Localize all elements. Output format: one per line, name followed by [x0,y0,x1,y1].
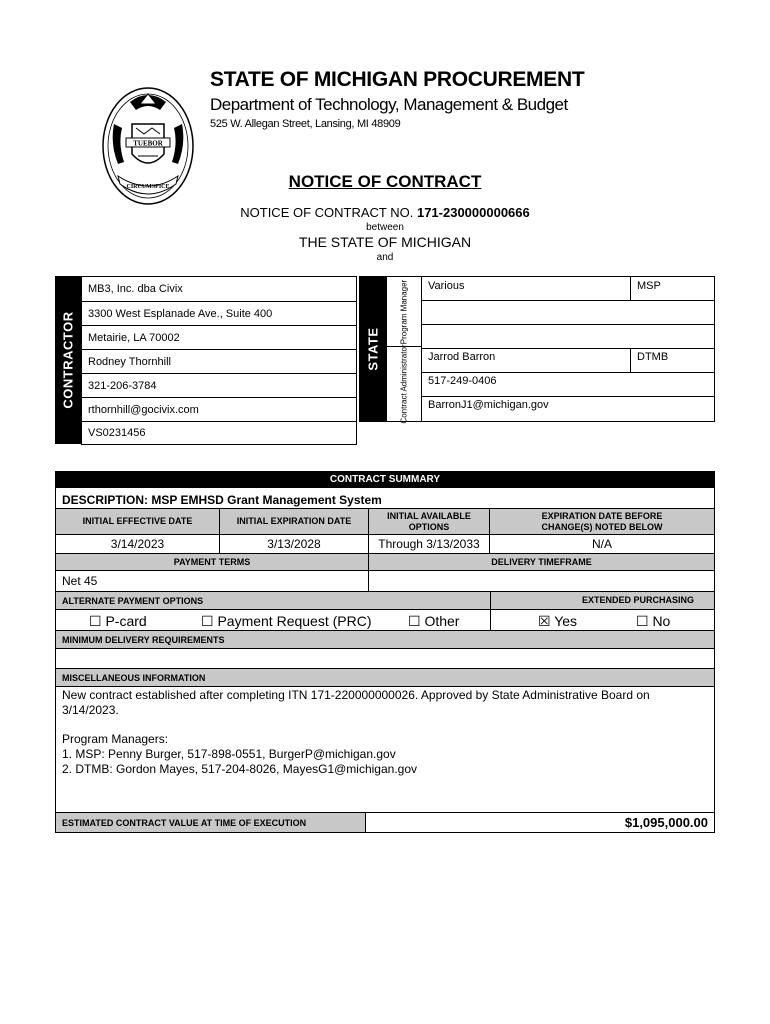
contractor-phone: 321-206-3784 [81,373,357,398]
contract-number: 171-230000000666 [416,205,530,220]
state-of-michigan-text: THE STATE OF MICHIGAN [298,234,472,250]
program-managers-heading: Program Managers: [62,732,169,746]
delivery-timeframe-value [368,570,715,592]
contract-summary-title: CONTRACT SUMMARY [55,471,715,488]
delivery-timeframe-label: DELIVERY TIMEFRAME [368,553,715,571]
contract-description: DESCRIPTION: MSP EMHSD Grant Management System [62,493,382,507]
state-label-bar [359,276,386,422]
contract-number-label: NOTICE OF CONTRACT NO. [240,205,417,220]
contractor-name: MB3, Inc. dba Civix [81,276,357,302]
extended-no-checkbox[interactable]: ☐ No [636,613,671,629]
initial-effective-date: 3/14/2023 [55,534,220,554]
contractor-label: CONTRACTOR [60,311,76,409]
contract-admin-phone: 517-249-0406 [421,372,715,397]
program-manager-agency: MSP [630,276,715,301]
misc-info-label: MISCELLANEOUS INFORMATION [55,668,715,687]
alternate-payment-options-row [55,609,491,631]
notice-heading: NOTICE OF CONTRACT [288,172,482,191]
initial-expiration-date: 3/13/2028 [219,534,369,554]
seal-motto-bottom: CIRCUMSPICE [126,184,170,190]
misc-line-2: 3/14/2023. [62,703,119,717]
expiration-before-change: N/A [489,534,715,554]
contractor-label-bar [55,276,81,444]
program-manager-label-cell [386,276,422,347]
misc-line-1: New contract established after completing ITN 171-220000000026. Approved by State Administrative Board on [62,688,650,702]
contract-admin-agency: DTMB [630,348,715,373]
pcard-checkbox[interactable]: ☐ P-card [89,613,147,629]
other-checkbox[interactable]: ☐ Other [408,613,460,629]
col-initial-expiration-date: INITIAL EXPIRATION DATE [219,508,369,535]
extended-yes-checkbox[interactable]: ☒ Yes [538,613,578,629]
payment-terms-label: PAYMENT TERMS [55,553,369,571]
contractor-vendor-id: VS0231456 [81,421,357,445]
page-title: STATE OF MICHIGAN PROCUREMENT [210,68,585,91]
state-label: STATE [365,327,380,371]
contractor-city: Metairie, LA 70002 [81,325,357,350]
contract-admin-email: BarronJ1@michigan.gov [421,396,715,422]
est-value: $1,095,000.00 [365,812,715,833]
contractor-email: rthornhill@gocivix.com [81,397,357,422]
program-manager-1: 1. MSP: Penny Burger, 517-898-0551, BurgerP@michigan.gov [62,747,396,761]
col-initial-effective-date: INITIAL EFFECTIVE DATE [55,508,220,535]
department-name: Department of Technology, Management & Budget [210,95,568,114]
program-manager-label: Program Manager [399,279,409,344]
extended-purchasing-row [490,609,715,631]
misc-info-text [62,688,707,777]
col-expiration-before-change: EXPIRATION DATE BEFORE CHANGE(S) NOTED BELOW [489,508,715,535]
program-manager-row2 [421,300,715,325]
contract-number-line [0,205,770,220]
contract-admin-label-cell [386,346,422,422]
seal-motto-top: TUEBOR [133,139,163,148]
est-value-label: ESTIMATED CONTRACT VALUE AT TIME OF EXECUTION [55,812,366,833]
min-delivery-value [55,648,715,669]
contractor-contact: Rodney Thornhill [81,349,357,374]
program-manager-2: 2. DTMB: Gordon Mayes, 517-204-8026, MayesG1@michigan.gov [62,762,418,776]
contract-admin-label: Contract Administrator [399,344,409,424]
department-address: 525 W. Allegan Street, Lansing, MI 48909 [210,118,401,130]
and-text: and [376,252,394,263]
program-manager-name: Various [421,276,631,301]
extended-purchasing-label: EXTENDED PURCHASING [490,591,715,610]
initial-available-options: Through 3/13/2033 [368,534,490,554]
alternate-payment-label: ALTERNATE PAYMENT OPTIONS [55,591,491,610]
program-manager-row3 [421,324,715,349]
contract-admin-name: Jarrod Barron [421,348,631,373]
payment-request-checkbox[interactable]: ☐ Payment Request (PRC) [201,613,372,629]
min-delivery-label: MINIMUM DELIVERY REQUIREMENTS [55,630,715,649]
col-initial-available-options: INITIAL AVAILABLE OPTIONS [368,508,490,535]
between-text: between [366,222,404,233]
contractor-address: 3300 West Esplanade Ave., Suite 400 [81,301,357,326]
payment-terms-value: Net 45 [55,570,369,592]
